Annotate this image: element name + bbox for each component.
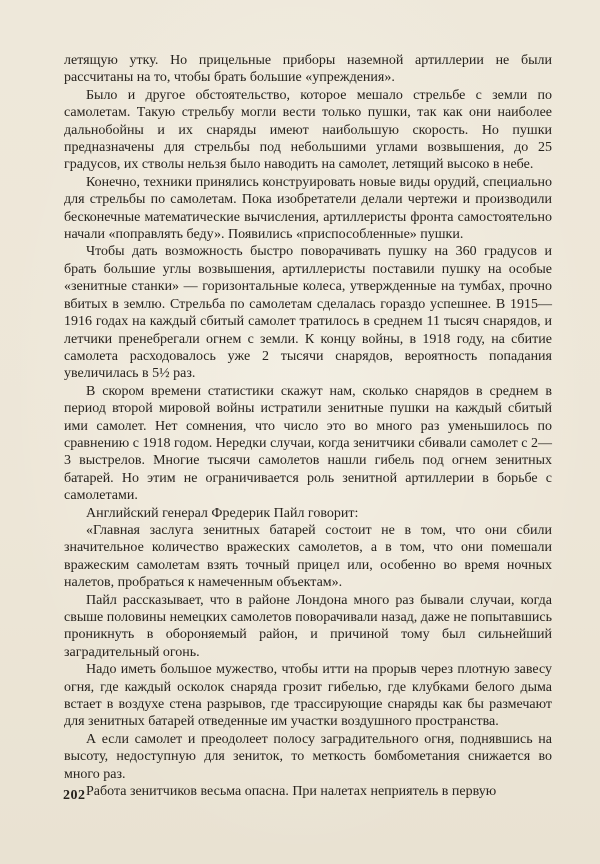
- paragraph-11: Работа зенитчиков весьма опасна. При налетах неприятель в первую: [86, 784, 497, 800]
- paragraph-6: Английский генерал Фредерик Пайл говорит:: [86, 505, 359, 521]
- paragraph-10: А если самолет и преодолеет полосу заградительного огня, поднявшись на высоту, недоступную для зениток, то меткость бомбометания снижается во много раз.: [64, 731, 552, 782]
- paragraph-2: Было и другое обстоятельство, которое мешало стрельбе с земли по самолетам. Такую стрельбу могли вести только пушки, так как они наиболее дальнобойны и их снаряды имеют наибольшую скорость. Но пушки предназначены для стрельбы под небольшими углами возвышения, до 25 градусов, их стволы нельзя было наводить на самолет, летящий высоко в небе.: [64, 87, 552, 173]
- page-number: 202: [63, 788, 86, 803]
- paragraph-4: Чтобы дать возможность быстро поворачивать пушку на 360 градусов и брать большие углы возвышения, артиллеристы поставили пушку на особые «зенитные станки» — горизонтальные колеса, утвержденные на тумбах, прочно вбитых в землю. Стрельба по самолетам сделалась гораздо успешнее. В 1915—1916 годах на каждый сбитый самолет тратилось в среднем 11 тысяч снарядов, и летчики пренебрегали огнем с земли. К концу войны, в 1918 году, на сбитие самолета расходовалось уже 2 тысячи снарядов, вероятность попадания увеличилась в 5½ раз.: [64, 244, 552, 382]
- paragraph-7-quote: «Главная заслуга зенитных батарей состоит не в том, что они сбили значительное количество вражеских самолетов, а в том, что они помешали вражеским самолетам взять точный прицел или, особенно во время ночных налетов, пробраться к намеченным объектам».: [64, 522, 552, 591]
- paragraph-3: Конечно, техники принялись конструировать новые виды орудий, специально для стрельбы по самолетам. Пока изобретатели делали чертежи и производили бесконечные математические вычисления, артиллеристы фронта самостоятельно начали «поправлять беду». Появились «приспособленные» пушки.: [64, 174, 552, 243]
- paragraph-1: летящую утку. Но прицельные приборы наземной артиллерии не были рассчитаны на то, чтобы брать большие «упреждения».: [64, 53, 552, 86]
- paragraph-5: В скором времени статистики скажут нам, сколько снарядов в среднем в период второй мировой войны истратили зенитные пушки на каждый сбитый ими самолет. Нет сомнения, что число это во много раз уменьшилось по сравнению с 1918 годом. Нередки случаи, когда зенитчики сбивали самолет с 2—3 выстрелов. Многие тысячи самолетов нашли гибель под огнем зенитных батарей. Но этим не ограничивается роль зенитной артиллерии в борьбе с самолетами.: [64, 383, 552, 504]
- body-text: [64, 52, 552, 800]
- paragraph-9: Надо иметь большое мужество, чтобы итти на прорыв через плотную завесу огня, где каждый осколок снаряда грозит гибелью, где клубками белого дыма встает в воздухе стена разрывов, где трассирующие снаряды как бы размечают для зенитных батарей отведенные им участки воздушного пространства.: [64, 662, 552, 730]
- paragraph-8: Пайл рассказывает, что в районе Лондона много раз бывали случаи, когда свыше половины немецких самолетов поворачивали назад, даже не попытавшись проникнуть в обороняемый район, и причиной тому был сильнейший заградительный огонь.: [64, 592, 552, 660]
